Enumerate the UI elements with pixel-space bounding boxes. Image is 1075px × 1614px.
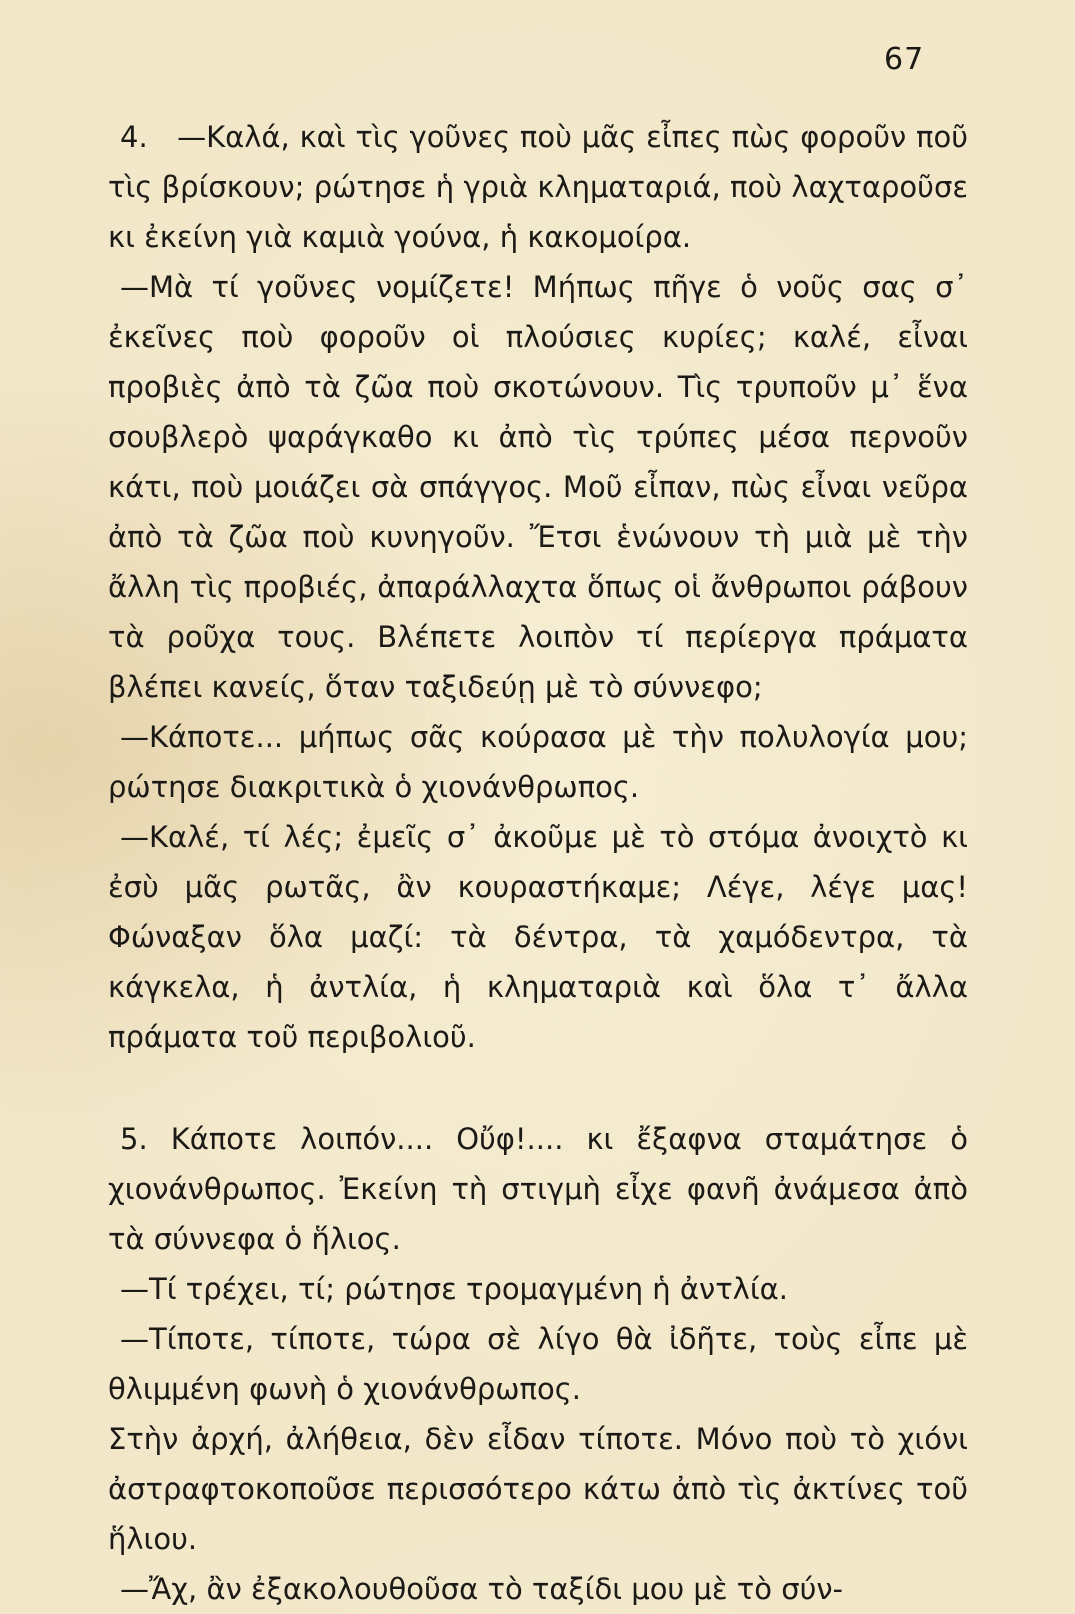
paragraph: —Καλέ, τί λές; ἐμεῖς σ᾽ ἀκοῦμε μὲ τὸ στόμα ἀνοιχτὸ κι ἐσὺ μᾶς ρωτᾶς, ἂν κουραστήκαμε; Λέγε, λέγε μας! Φώναξαν ὅλα μαζί: τὰ δέντρα, τὰ χαμόδεντρα, τὰ κάγκελα, ἡ ἀντλία, ἡ κληματαριὰ καὶ ὅλα τ᾽ ἄλλα πράματα τοῦ περιβολιοῦ.: [108, 820, 968, 1054]
paragraph: —Τί τρέχει, τί; ρώτησε τρομαγμένη ἡ ἀντλία.: [120, 1272, 788, 1306]
paragraph: Στὴν ἀρχή, ἀλήθεια, δὲν εἶδαν τίποτε. Μόνο ποὺ τὸ χιόνι ἀστραφτοκοποῦσε περισσότερο κάτω ἀπὸ τὶς ἀκτίνες τοῦ ἥλιου.: [108, 1422, 968, 1556]
paragraph: —Ἄχ, ἂν ἐξακολουθοῦσα τὸ ταξίδι μου μὲ τὸ σύν-: [120, 1572, 844, 1606]
body-text: [108, 112, 968, 1614]
section-divider-space: [108, 1062, 968, 1114]
paragraph: —Τίποτε, τίποτε, τώρα σὲ λίγο θὰ ἰδῆτε, τοὺς εἶπε μὲ θλιμμένη φωνὴ ὁ χιονάνθρωπος.: [108, 1322, 968, 1406]
page-number: 67: [884, 42, 925, 77]
paragraph: —Μὰ τί γοῦνες νομίζετε! Μήπως πῆγε ὁ νοῦς σας σ᾽ ἐκεῖνες ποὺ φοροῦν οἱ πλούσιες κυρίες; καλέ, εἶναι προβιὲς ἀπὸ τὰ ζῶα ποὺ σκοτώνουν. Τὶς τρυποῦν μ᾽ ἕνα σουβλερὸ ψαράγκαθο κι ἀπὸ τὶς τρύπες μέσα περνοῦν κάτι, ποὺ μοιάζει σὰ σπάγγος. Μοῦ εἶπαν, πὼς εἶναι νεῦρα ἀπὸ τὰ ζῶα ποὺ κυνηγοῦν. Ἔτσι ἑνώνουν τὴ μιὰ μὲ τὴν ἄλλη τὶς προβιές, ἀπαράλλαχτα ὅπως οἱ ἄνθρωποι ράβουν τὰ ροῦχα τους. Βλέπετε λοιπὸν τί περίεργα πράματα βλέπει κανείς, ὅταν ταξιδεύῃ μὲ τὸ σύννεφο;: [108, 270, 968, 704]
paragraph: —Κάποτε... μήπως σᾶς κούρασα μὲ τὴν πολυλογία μου; ρώτησε διακριτικὰ ὁ χιονάνθρωπος.: [108, 720, 968, 804]
paragraph-section-5: 5. Κάποτε λοιπόν.... Οὔφ!.... κι ἔξαφνα σταμάτησε ὁ χιονάνθρωπος. Ἐκείνη τὴ στιγμὴ εἶχε φανῆ ἀνάμεσα ἀπὸ τὰ σύννεφα ὁ ἥλιος.: [108, 1122, 968, 1256]
paragraph-section-4: 4. —Καλά, καὶ τὶς γοῦνες ποὺ μᾶς εἶπες πὼς φοροῦν ποῦ τὶς βρίσκουν; ρώτησε ἡ γριὰ κληματαριά, ποὺ λαχταροῦσε κι ἐκείνη γιὰ καμιὰ γούνα, ἡ κακομοίρα.: [108, 120, 968, 254]
